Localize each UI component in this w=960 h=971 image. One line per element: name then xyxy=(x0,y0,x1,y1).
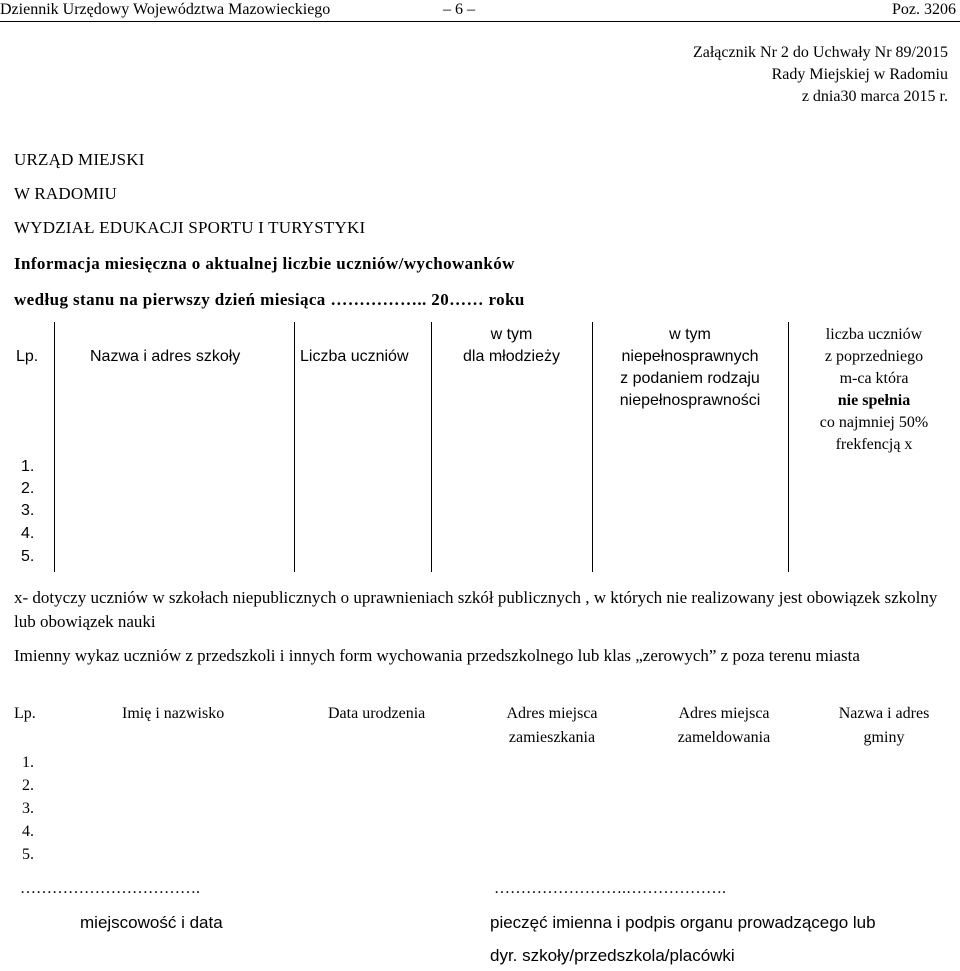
table2-header-residence-1: Adres miejsca xyxy=(506,705,598,722)
office-line-3: WYDZIAŁ EDUKACJI SPORTU I TURYSTYKI xyxy=(14,218,366,237)
table1-header-attendance-2: z poprzedniego xyxy=(824,348,924,365)
table2-header-lp: Lp. xyxy=(14,705,36,722)
table2-row-number: 5. xyxy=(22,846,34,863)
attachment-line-2: Rady Miejskiej w Radomiu xyxy=(771,66,948,83)
table2-header-registered-1: Adres miejsca xyxy=(678,705,770,722)
table2-row-number: 1. xyxy=(22,754,34,771)
table1-divider xyxy=(294,322,295,572)
table1-divider xyxy=(54,322,55,572)
position-number: Poz. 3206 xyxy=(892,1,956,18)
office-line-1: URZĄD MIEJSKI xyxy=(14,150,145,169)
stamp-dotted-line: …………………….………………. xyxy=(494,880,726,897)
journal-title: Dziennik Urzędowy Województwa Mazowieckiego xyxy=(0,1,331,18)
table1-header-youth-2: dla młodzieży xyxy=(463,348,560,365)
header-rule xyxy=(0,21,960,22)
stamp-label-line-1: pieczęć imienna i podpis organu prowadzącego lub xyxy=(490,913,876,932)
table1-header-attendance-3: m-ca która xyxy=(839,370,909,387)
table1-header-disabled-1: w tym xyxy=(669,326,711,343)
attachment-line-3: z dnia30 marca 2015 r. xyxy=(801,88,948,105)
table2-row-number: 2. xyxy=(22,777,34,794)
table1-header-name: Nazwa i adres szkoły xyxy=(90,348,241,365)
list-intro: Imienny wykaz uczniów z przedszkoli i innych form wychowania przedszkolnego lub klas „zerowych” z poza terenu miasta xyxy=(14,646,860,665)
table2-header-dob: Data urodzenia xyxy=(328,705,426,722)
table2-header-name: Imię i nazwisko xyxy=(122,705,225,722)
footnote: x- dotyczy uczniów w szkołach niepublicznych o uprawnieniach szkół publicznych , w których nie realizowany jest obowiązek szkolny lub obowiązek nauki xyxy=(14,588,938,631)
table1-header-disabled-4: niepełnosprawności xyxy=(619,392,761,409)
table1-row-number: 4. xyxy=(21,525,35,542)
table2-header-commune-2: gminy xyxy=(863,729,905,746)
table1-row-number: 5. xyxy=(21,548,35,565)
office-line-2: W RADOMIU xyxy=(14,184,118,203)
table1-header-attendance-5: co najmniej 50% xyxy=(819,414,929,431)
place-date-label: miejscowość i data xyxy=(80,913,223,932)
table1-header-attendance-6: frekfencją x xyxy=(835,436,913,453)
place-date-dotted-line: ……………………………. xyxy=(20,880,200,897)
table2-row-number: 3. xyxy=(22,800,34,817)
page-number: – 6 – xyxy=(443,1,475,18)
table1-header-youth-1: w tym xyxy=(490,326,533,343)
table2-header-commune-1: Nazwa i adres xyxy=(838,705,930,722)
info-line-1: Informacja miesięczna o aktualnej liczbie uczniów/wychowanków xyxy=(14,254,515,273)
table1-header-attendance-1: liczba uczniów xyxy=(825,326,923,343)
table1-row-number: 3. xyxy=(21,502,35,519)
table2-header-registered-2: zameldowania xyxy=(677,729,771,746)
table1-row-number: 2. xyxy=(21,480,35,497)
attachment-line-1: Załącznik Nr 2 do Uchwały Nr 89/2015 xyxy=(692,44,948,61)
table2-header-residence-2: zamieszkania xyxy=(508,729,596,746)
table1-header-attendance-4: nie spełnia xyxy=(837,392,911,409)
table1-row-number: 1. xyxy=(21,458,35,475)
table1-header-disabled-2: niepełnosprawnych xyxy=(621,348,759,365)
table2-row-number: 4. xyxy=(22,823,34,840)
table1-header-lp: Lp. xyxy=(16,348,39,365)
table1-header-count: Liczba uczniów xyxy=(300,348,409,365)
table1-header-disabled-3: z podaniem rodzaju xyxy=(620,370,760,387)
stamp-label-line-2: dyr. szkoły/przedszkola/placówki xyxy=(490,946,735,965)
info-line-2: według stanu na pierwszy dzień miesiąca …………….. 20…… roku xyxy=(14,290,525,309)
